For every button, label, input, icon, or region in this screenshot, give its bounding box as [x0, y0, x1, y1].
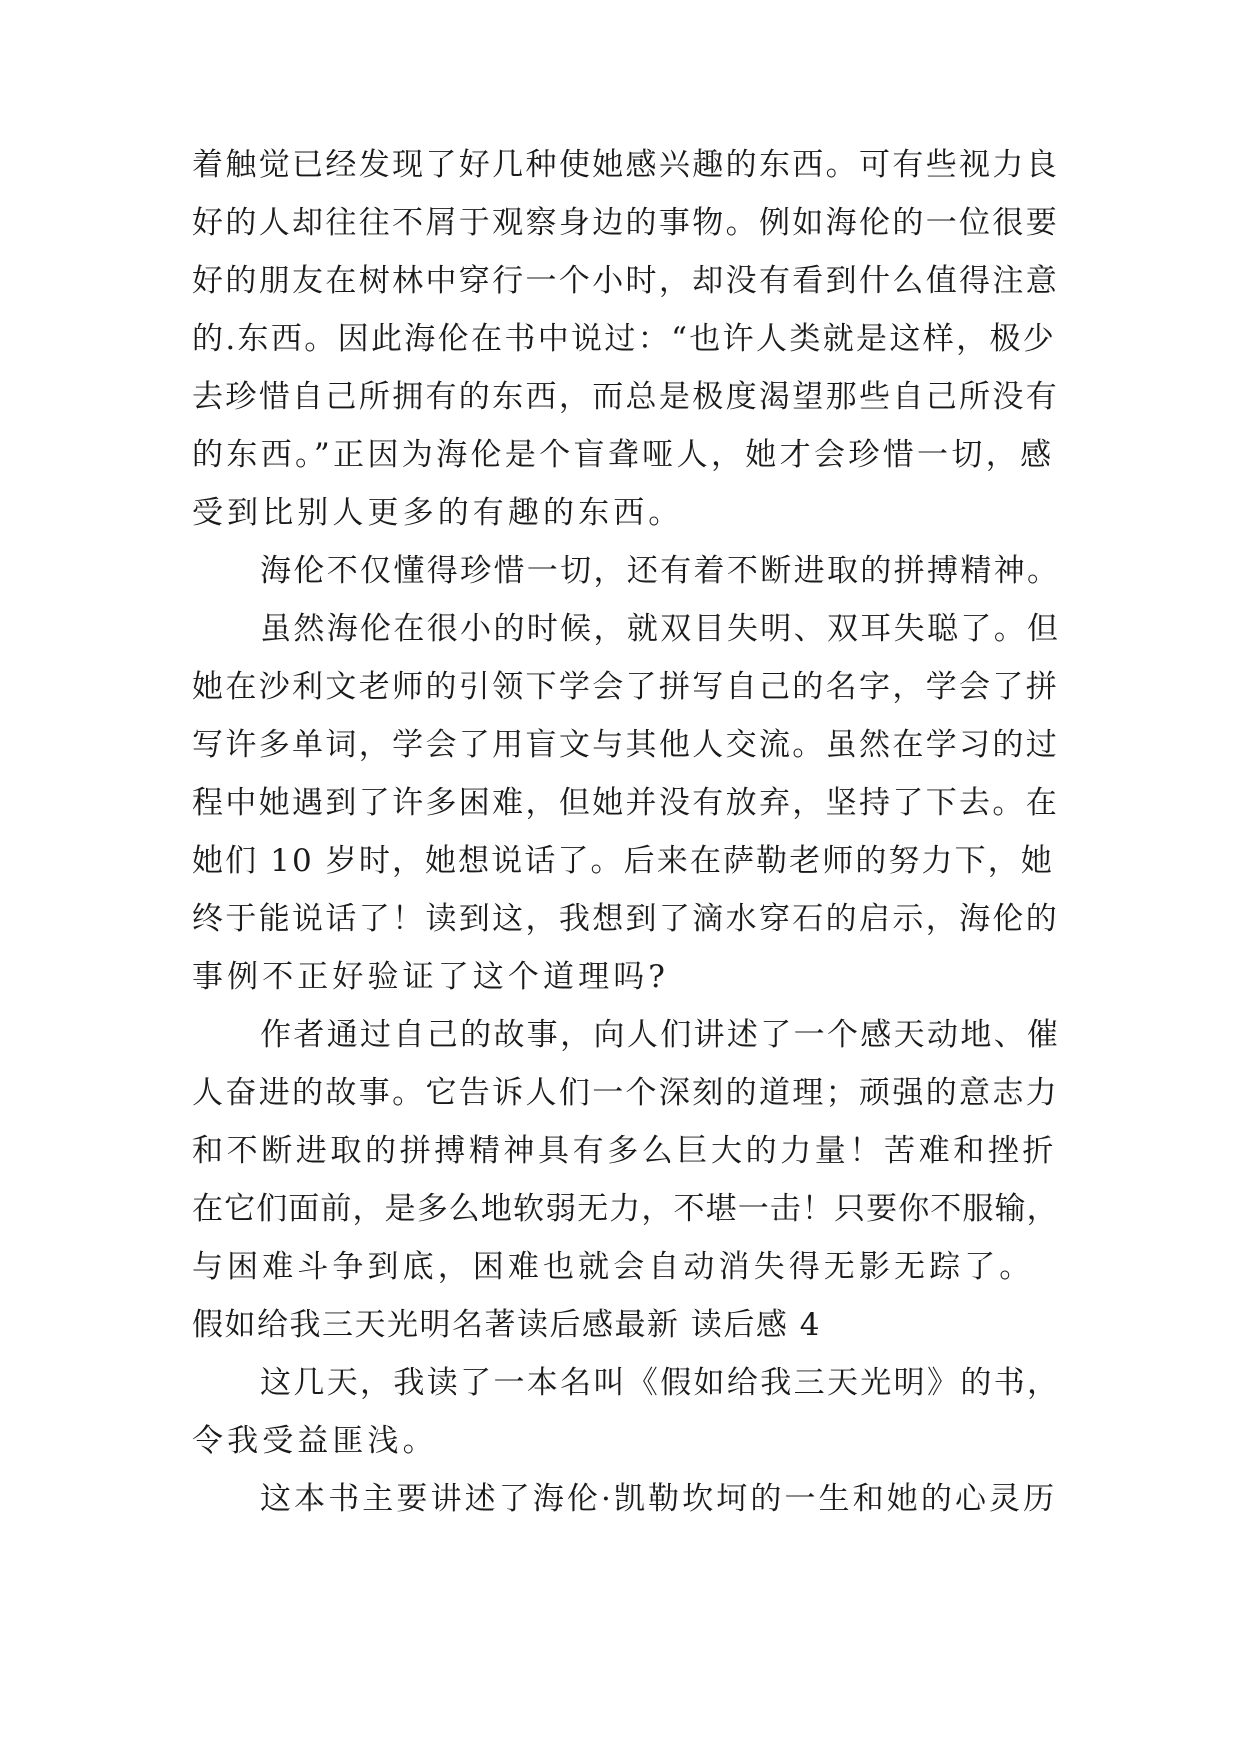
paragraph-line: 虽然海伦在很小的时候，就双目失明、双耳失聪了。但 [260, 611, 1061, 647]
paragraph-line: 她们 10 岁时，她想说话了。后来在萨勒老师的努力下，她 [192, 843, 1054, 879]
paragraph-line: 好的朋友在树林中穿行一个小时，却没有看到什么值得注意 [192, 263, 1060, 299]
paragraph-line: 终于能说话了！读到这，我想到了滴水穿石的启示，海伦的 [192, 901, 1060, 937]
paragraph-line: 海伦不仅懂得珍惜一切，还有着不断进取的拼搏精神。 [260, 553, 1061, 589]
paragraph-line: 着触觉已经发现了好几种使她感兴趣的东西。可有些视力良 [192, 147, 1060, 183]
paragraph-line: 去珍惜自己所拥有的东西，而总是极度渴望那些自己所没有 [192, 379, 1060, 415]
paragraph-line: 的东西。”正因为海伦是个盲聋哑人，她才会珍惜一切，感 [192, 437, 1055, 473]
paragraph-line: 好的人却往往不屑于观察身边的事物。例如海伦的一位很要 [192, 205, 1060, 241]
paragraph-line: 这几天，我读了一本名叫《假如给我三天光明》的书， [260, 1365, 1061, 1401]
paragraph-line: 她在沙利文老师的引领下学会了拼写自己的名字，学会了拼 [192, 669, 1060, 705]
paragraph-line: 事例不正好验证了这个道理吗? [192, 959, 670, 995]
section-heading: 假如给我三天光明名著读后感最新 读后感 4 [192, 1307, 821, 1343]
paragraph-line: 受到比别人更多的有趣的东西。 [192, 495, 684, 531]
paragraph-line: 这本书主要讲述了海伦·凯勒坎坷的一生和她的心灵历 [260, 1481, 1058, 1517]
paragraph-line: 程中她遇到了许多困难，但她并没有放弃，坚持了下去。在 [192, 785, 1060, 821]
paragraph-line: 在它们面前，是多么地软弱无力，不堪一击！只要你不服输， [192, 1191, 1059, 1227]
paragraph-line: 的.东西。因此海伦在书中说过：“也许人类就是这样，极少 [192, 321, 1057, 357]
paragraph-line: 人奋进的故事。它告诉人们一个深刻的道理；顽强的意志力 [192, 1075, 1060, 1111]
paragraph-line: 作者通过自己的故事，向人们讲述了一个感天动地、催 [260, 1017, 1061, 1053]
paragraph-line: 令我受益匪浅。 [192, 1423, 438, 1459]
paragraph-line: 写许多单词，学会了用盲文与其他人交流。虽然在学习的过 [192, 727, 1060, 763]
paragraph-line: 和不断进取的拼搏精神具有多么巨大的力量！苦难和挫折 [192, 1133, 1057, 1169]
paragraph-line: 与困难斗争到底，困难也就会自动消失得无影无踪了。 [192, 1249, 1035, 1285]
